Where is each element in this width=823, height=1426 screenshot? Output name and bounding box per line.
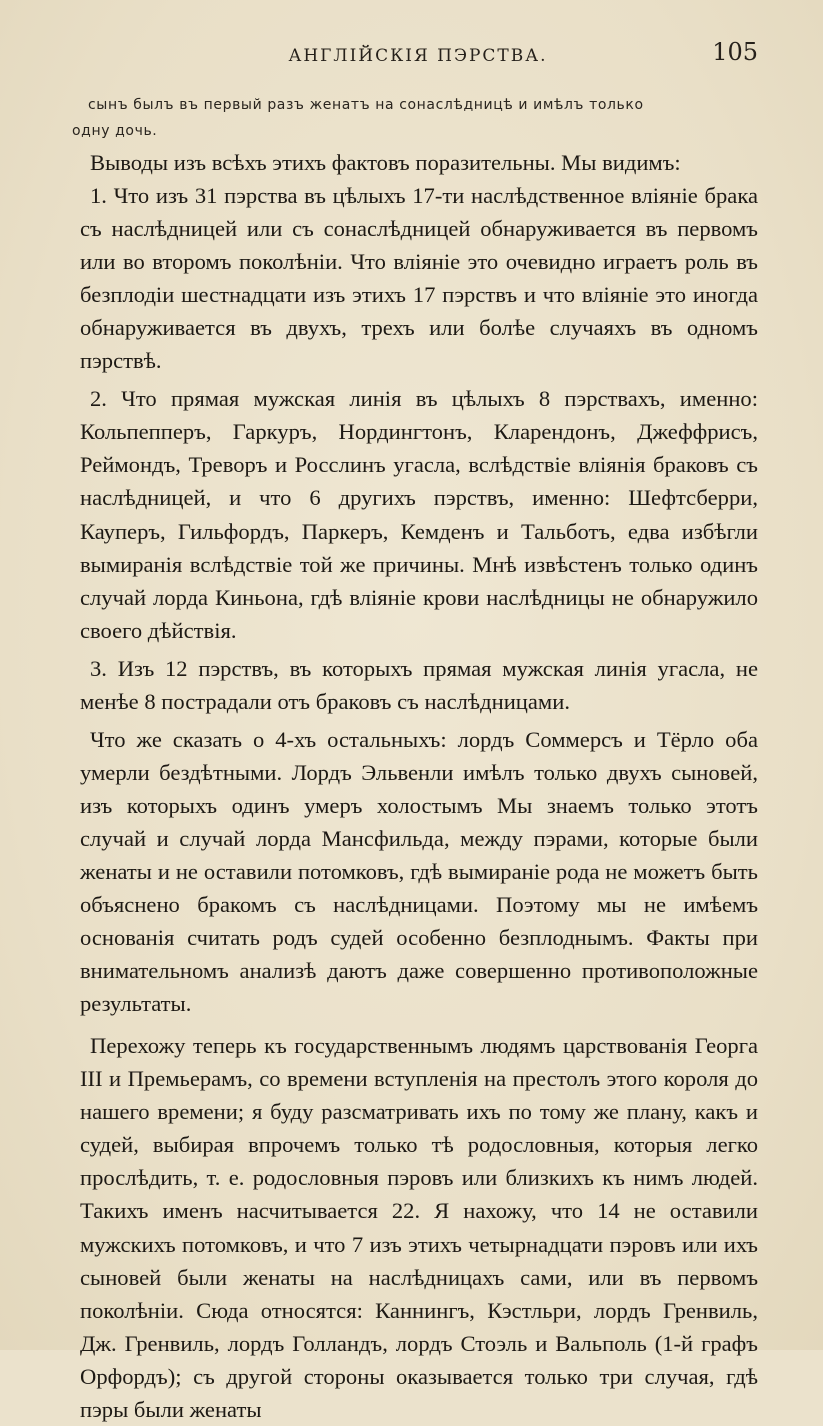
paragraph-1: Выводы изъ всѣхъ этихъ фактовъ поразительны. Мы видимъ: [90, 150, 681, 175]
footnote [72, 92, 758, 144]
page-number: 105 [712, 38, 758, 66]
body-text [80, 146, 758, 1426]
running-title: АНГЛІЙСКІЯ ПЭРСТВА. [288, 46, 548, 66]
paragraph-5: Что же сказать о 4-хъ остальныхъ: лордъ Соммерсъ и Тёрло оба умерли бездѣтными. Лордъ Эльвенли имѣлъ только двухъ сыновей, изъ которыхъ одинъ умеръ холостымъ Мы знаемъ только этотъ случай и случай лорда Мансфильда, между пэрами, которые были женаты и не оставили потомковъ, гдѣ вымираніе рода не можетъ быть объяснено бракомъ съ наслѣдницами. Поэтому мы не имѣемъ основанія считать родъ судей особенно безплоднымъ. Факты при внимательномъ анализѣ даютъ даже совершенно противоположные результаты. [80, 726, 758, 1017]
running-head [78, 38, 758, 70]
footnote-line-1: сынъ былъ въ первый разъ женатъ на сонаслѣдницѣ и имѣлъ только [88, 97, 644, 113]
paragraph-6: Перехожу теперь къ государственнымъ людямъ царствованія Георга III и Премьерамъ, со времени вступленія на престолъ этого короля до нашего времени; я буду разсматривать ихъ по тому же плану, какъ и судей, выбирая впрочемъ только тѣ родословныя, которыя легко прослѣдить, т. е. родословныя пэровъ или близкихъ къ нимъ людей. Такихъ именъ насчитывается 22. Я нахожу, что 14 не оставили мужскихъ потомковъ, и что 7 изъ этихъ четырнадцати пэровъ или ихъ сыновей были женаты на наслѣдницахъ сами, или въ первомъ поколѣніи. Сюда относятся: Каннингъ, Кэстльри, лордъ Гренвиль, Дж. Гренвиль, лордъ Голландъ, лордъ Стоэль и Вальполь (1-й графъ Орфордъ); съ другой стороны оказывается только три случая, гдѣ пэры были женаты [80, 1033, 758, 1422]
paragraph-3: 2. Что прямая мужская линія въ цѣлыхъ 8 пэрствахъ, именно: Кольпепперъ, Гаркуръ, Нордингтонъ, Кларендонъ, Джеффрисъ, Реймондъ, Треворъ и Росслинъ угасла, вслѣдствіе вліянія браковъ съ наслѣдницей, и что 6 другихъ пэрствъ, именно: Шефтсберри, Кауперъ, Гильфордъ, Паркеръ, Кемденъ и Тальботъ, едва избѣгли вымиранія вслѣдствіе той же причины. Мнѣ извѣстенъ только одинъ случай лорда Киньона, гдѣ вліяніе крови наслѣдницы не обнаружило своего дѣйствія. [80, 386, 758, 643]
paragraph-2: 1. Что изъ 31 пэрства въ цѣлыхъ 17-ти наслѣдственное вліяніе брака съ наслѣдницей или съ сонаслѣдницей обнаруживается въ первомъ или во второмъ поколѣніи. Что вліяніе это очевидно играетъ роль въ безплодіи шестнадцати изъ этихъ 17 пэрствъ и что вліяніе это иногда обнаруживается въ двухъ, трехъ или болѣе случаяхъ въ одномъ пэрствѣ. [80, 183, 758, 374]
footnote-line-2: одну дочь. [72, 123, 158, 139]
paragraph-4: 3. Изъ 12 пэрствъ, въ которыхъ прямая мужская линія угасла, не менѣе 8 пострадали отъ браковъ съ наслѣдницами. [80, 655, 758, 714]
